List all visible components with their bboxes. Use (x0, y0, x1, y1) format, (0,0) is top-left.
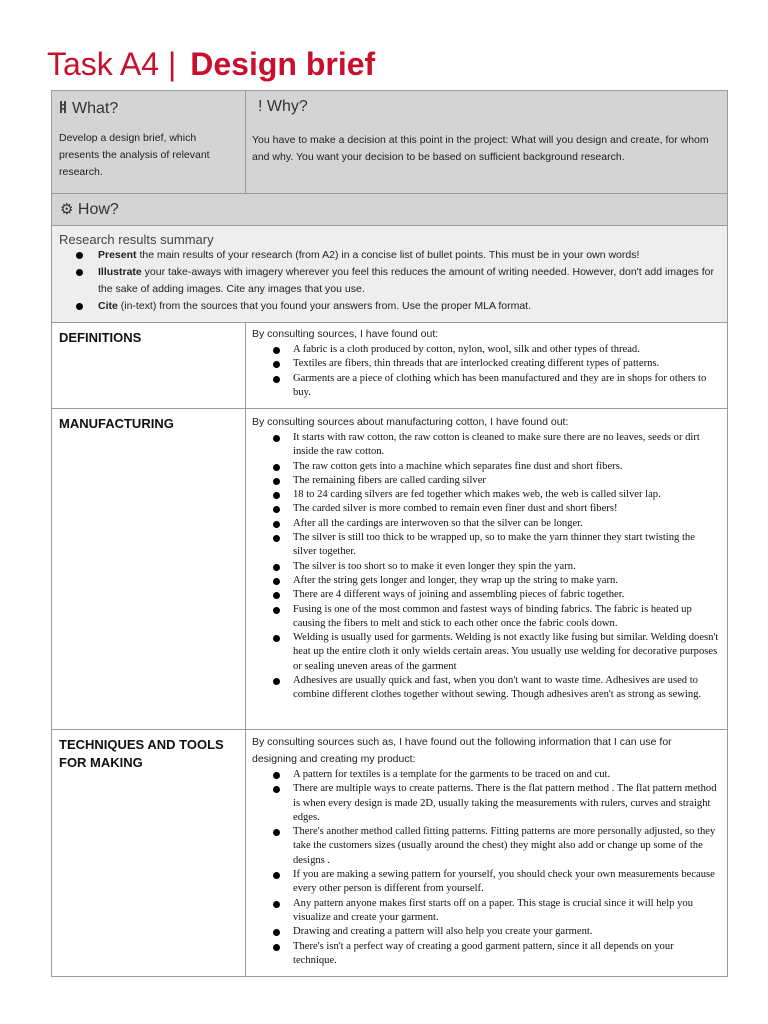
what-text: Develop a design brief, which presents the analysis of relevant research. (59, 132, 210, 178)
list-item: The silver is still too thick to be wrapped up, so to make the yarn thinner they start twisting the silver together. (246, 531, 719, 560)
what-cell (52, 91, 246, 194)
manufacturing-content-cell (246, 409, 728, 730)
what-heading (52, 91, 245, 118)
manufacturing-label-cell (52, 409, 246, 730)
list-item: If you are making a sewing pattern for yourself, you should check your own measurements because every other person is different from yourself. (246, 868, 719, 897)
techniques-list (246, 768, 727, 968)
list-item: It starts with raw cotton, the raw cotton is cleaned to make sure there are no leaves, seeds or dirt inside the raw cotton. (246, 431, 719, 460)
list-item: A fabric is a cloth produced by cotton, nylon, wool, silk and other types of thread. (246, 343, 719, 357)
needle-icon (59, 100, 68, 114)
research-bullet (52, 298, 717, 315)
research-bullet-text: the main results of your research (from A2) in a concise list of bullet points. This must be in your own words! (136, 249, 640, 261)
why-cell (246, 91, 728, 194)
list-item: Textiles are fibers, thin threads that are interlocked creating different types of patterns. (246, 357, 719, 371)
list-item: 18 to 24 carding silvers are fed together which makes web, the web is called silver lap. (246, 488, 719, 502)
definitions-intro: By consulting sources, I have found out: (252, 328, 439, 340)
techniques-label: TECHNIQUES AND TOOLS FOR MAKING (59, 737, 224, 770)
research-bullet (52, 247, 717, 264)
research-bullets (52, 247, 727, 315)
manufacturing-list (246, 431, 727, 703)
list-item: There are 4 different ways of joining and assembling pieces of fabric together. (246, 588, 719, 602)
research-bullet-keyword: Present (98, 249, 137, 261)
definitions-label: DEFINITIONS (59, 330, 142, 345)
list-item: There's isn't a perfect way of creating a good garment pattern, since it all depends on your technique. (246, 940, 719, 969)
task-name: Design brief (190, 46, 376, 82)
techniques-intro: By consulting sources such as, I have found out the following information that I can use for designing and creating my product: (252, 736, 672, 765)
list-item: Adhesives are usually quick and fast, when you don't want to waste time. Adhesives are used to combine different clothes together without sewing. Though adhesives aren't as strong as sewing. (246, 674, 719, 703)
list-item: The carded silver is more combed to remain even finer dust and short fibers! (246, 502, 719, 516)
list-item: After the string gets longer and longer, they wrap up the string to make yarn. (246, 574, 719, 588)
list-item: Garments are a piece of clothing which has been manufactured and they are in shops for others to buy. (246, 372, 719, 401)
list-item: After all the cardings are interwoven so that the silver can be longer. (246, 517, 719, 531)
research-summary-cell (52, 226, 728, 323)
list-item: There's another method called fitting patterns. Fitting patterns are more personally adjusted, so they take the customers sizes (usually around the chest) they might also add or change up some of the designs . (246, 825, 719, 868)
list-item: The remaining fibers are called carding silver (246, 474, 719, 488)
list-item: Fusing is one of the most common and fastest ways of binding fabrics. The fabric is heated up causing the fibers to melt and stick to each other once the fabric cools down. (246, 603, 719, 632)
techniques-content-cell (246, 730, 728, 977)
definitions-list (246, 343, 727, 400)
list-item: The raw cotton gets into a machine which separates fine dust and short fibers. (246, 460, 719, 474)
why-text: You have to make a decision at this point in the project: What will you design and create, for whom and why. You want your decision to be based on sufficient background research. (252, 134, 709, 163)
research-heading: Research results summary (59, 232, 214, 247)
task-number: Task A4 | (47, 46, 177, 82)
how-heading-text: How? (77, 201, 119, 218)
how-heading (52, 194, 727, 219)
research-bullet-text: your take-aways with imagery wherever you feel this reduces the amount of writing needed. However, don't add images for the sake of adding images. Cite any images that you use. (98, 266, 714, 295)
how-cell (52, 194, 728, 226)
manufacturing-label: MANUFACTURING (59, 416, 174, 431)
research-bullet-text: (in-text) from the sources that you found your answers from. Use the proper MLA format. (117, 300, 532, 312)
manufacturing-intro: By consulting sources about manufacturing cotton, I have found out: (252, 416, 569, 428)
what-heading-text: What? (72, 100, 119, 117)
list-item: Drawing and creating a pattern will also help you create your garment. (246, 925, 719, 939)
design-brief-table (51, 90, 728, 977)
definitions-label-cell (52, 323, 246, 409)
list-item: Any pattern anyone makes first starts off on a paper. This stage is crucial since it will help you visualize and create your garment. (246, 897, 719, 926)
list-item: Welding is usually used for garments. Welding is not exactly like fusing but similar. Welding doesn't heat up the entire cloth it only wields certain areas. You usually use welding for decorative purposes or sealing uneven areas of the garment (246, 631, 719, 674)
list-item: There are multiple ways to create patterns. There is the flat pattern method . The flat pattern method is when every design is made 2D, usually taking the measurements with rulers, curves and straight edges. (246, 782, 719, 825)
why-heading: ! Why? (258, 98, 308, 115)
research-bullet (52, 264, 717, 298)
techniques-label-cell (52, 730, 246, 977)
definitions-content-cell (246, 323, 728, 409)
research-bullet-keyword: Illustrate (98, 266, 142, 278)
research-bullet-keyword: Cite (98, 300, 118, 312)
list-item: The silver is too short so to make it even longer they spin the yarn. (246, 560, 719, 574)
list-item: A pattern for textiles is a template for the garments to be traced on and cut. (246, 768, 719, 782)
page-title (47, 44, 375, 84)
gear-icon: ⚙ (60, 201, 74, 218)
